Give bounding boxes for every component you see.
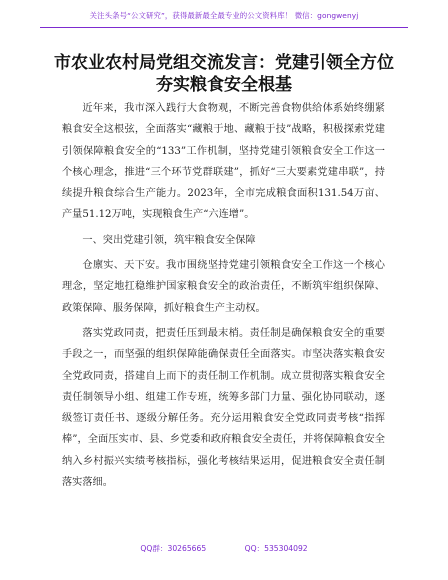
section-heading-1: 一、突出党建引领，筑牢粮食安全保障 [82, 234, 256, 246]
document-body [62, 98, 385, 497]
title-line-1: 市农业农村局党组交流发言：党建引领全方位 [54, 53, 394, 73]
paragraph-intro: 近年来，我市深入践行大食物观，不断完善食物供给体系始终绷紧粮食安全这根弦，全面落实“藏粮于地、藏粮于技”战略，积极探索党建引领保障粮食安全的“133”工作机制，坚持党建引领粮食安全工作这一个核心理念，推进“三个环节党群联建”，抓好“三大要素党建串联”，持续提升粮食综合生产能力。2023年，全市完成粮食面积131.54万亩、产量51.12万吨，实现粮食生产“六连增”。 [62, 103, 385, 221]
paragraph-party-government-responsibility: 落实党政同责，把责任压到最末梢。责任制是确保粮食安全的重要手段之一，而坚强的组织保障能确保责任全面落实。市坚决落实粮食安全党政同责，搭建自上而下的责任制工作机制。成立贯彻落实粮食安全责任制领导小组、组建工作专班，统筹多部门力量、强化协同联动，逐级签订责任书、逐级分解任务。充分运用粮食安全党政同责考核“指挥棒”，全面压实市、县、乡党委和政府粮食安全责任，并将保障粮食安全纳入乡村振兴实绩考核指标，强化考核结果运用，促进粮食安全责任制落实落细。 [62, 327, 385, 489]
header-divider [40, 27, 408, 28]
title-line-2: 夯实粮食安全根基 [156, 75, 292, 95]
footer-qq-group: QQ群：30265665 [140, 544, 207, 553]
footer-qq: QQ：535304092 [244, 544, 308, 553]
paragraph-section-1-intro: 仓廪实、天下安。我市围绕坚持党建引领粮食安全工作这一个核心理念，坚定地扛稳维护国家粮食安全的政治责任，不断筑牢组织保障、政策保障、服务保障，抓好粮食生产主动权。 [62, 260, 385, 314]
header-banner: 关注头条号“公文研究”，获得最新最全最专业的公文资料库！ 微信：gongwenyj [89, 11, 359, 20]
document-title [40, 52, 408, 96]
footer-contacts [0, 543, 448, 554]
